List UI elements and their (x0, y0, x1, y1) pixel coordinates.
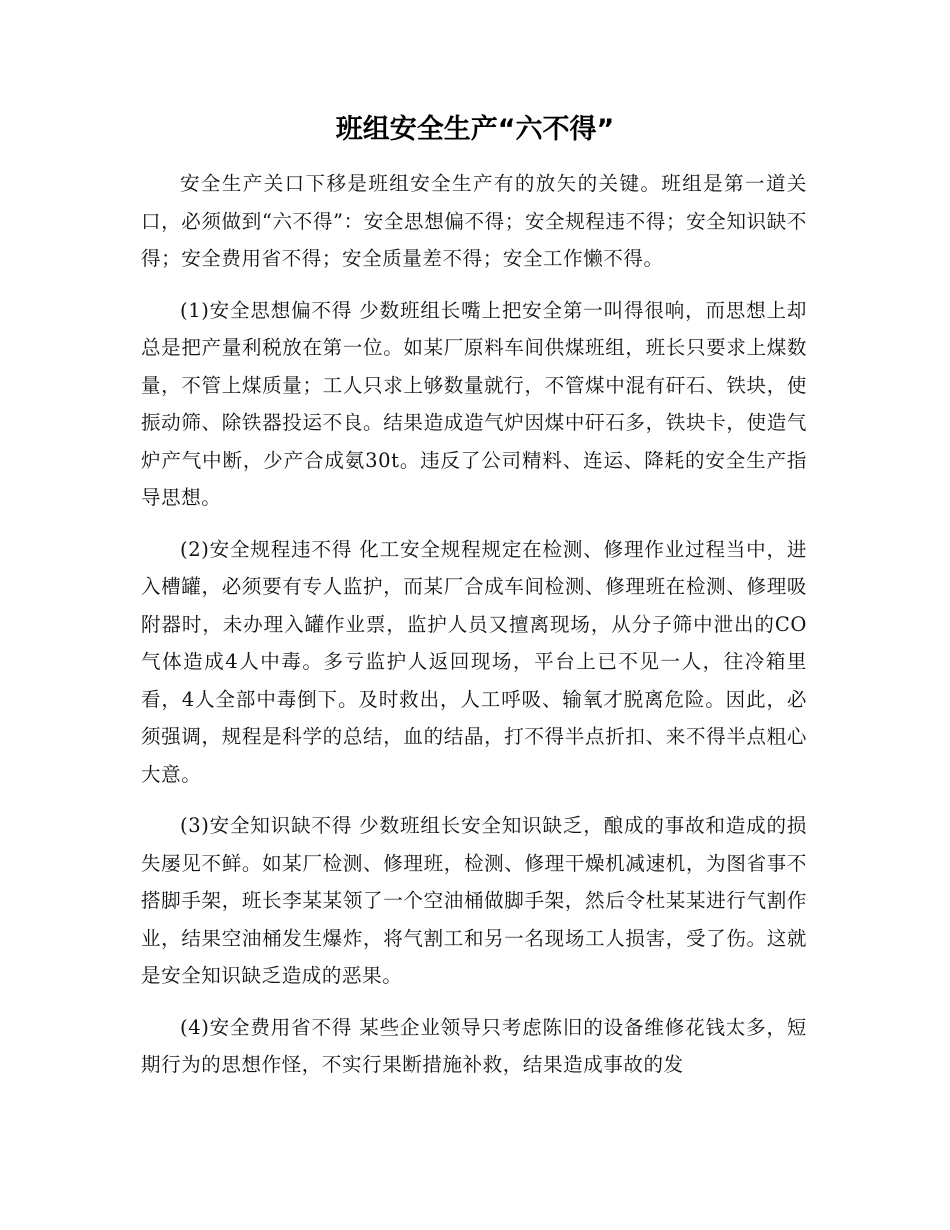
paragraph-safety-thinking: (1)安全思想偏不得 少数班组长嘴上把安全第一叫得很响，而思想上却总是把产量利税放在第一位。如某厂原料车间供煤班组，班长只要求上煤数量，不管上煤质量；工人只求上够数量就行，不管煤中混有矸石、铁块，使振动筛、除铁器投运不良。结果造成造气炉因煤中矸石多，铁块卡，使造气炉产气中断，少产合成氨30t。违反了公司精料、连运、降耗的安全生产指导思想。 (141, 298, 807, 509)
document-body (141, 165, 807, 1098)
paragraph-safety-rules: (2)安全规程违不得 化工安全规程规定在检测、修理作业过程当中，进入槽罐，必须要有专人监护，而某厂合成车间检测、修理班在检测、修理吸附器时，未办理入罐作业票，监护人员又擅离现场，从分子筛中泄出的CO气体造成4人中毒。多亏监护人返回现场，平台上已不见一人，往冷箱里看，4人全部中毒倒下。及时救出，人工呼吸、输氧才脱离危险。因此，必须强调，规程是科学的总结，血的结晶，打不得半点折扣、来不得半点粗心大意。 (141, 537, 807, 786)
paragraph-intro: 安全生产关口下移是班组安全生产有的放矢的关键。班组是第一道关口，必须做到“六不得”：安全思想偏不得；安全规程违不得；安全知识缺不得；安全费用省不得；安全质量差不得；安全工作懒不得。 (141, 172, 807, 270)
paragraph-safety-costs: (4)安全费用省不得 某些企业领导只考虑陈旧的设备维修花钱太多，短期行为的思想作怪，不实行果断措施补救，结果造成事故的发 (141, 1015, 807, 1076)
document-title: 班组安全生产“六不得” (335, 114, 615, 145)
paragraph-safety-knowledge: (3)安全知识缺不得 少数班组长安全知识缺乏，酿成的事故和造成的损失屡见不鲜。如某厂检测、修理班，检测、修理干燥机减速机，为图省事不搭脚手架，班长李某某领了一个空油桶做脚手架，然后令杜某某进行气割作业，结果空油桶发生爆炸，将气割工和另一名现场工人损害，受了伤。这就是安全知识缺乏造成的恶果。 (141, 814, 807, 987)
